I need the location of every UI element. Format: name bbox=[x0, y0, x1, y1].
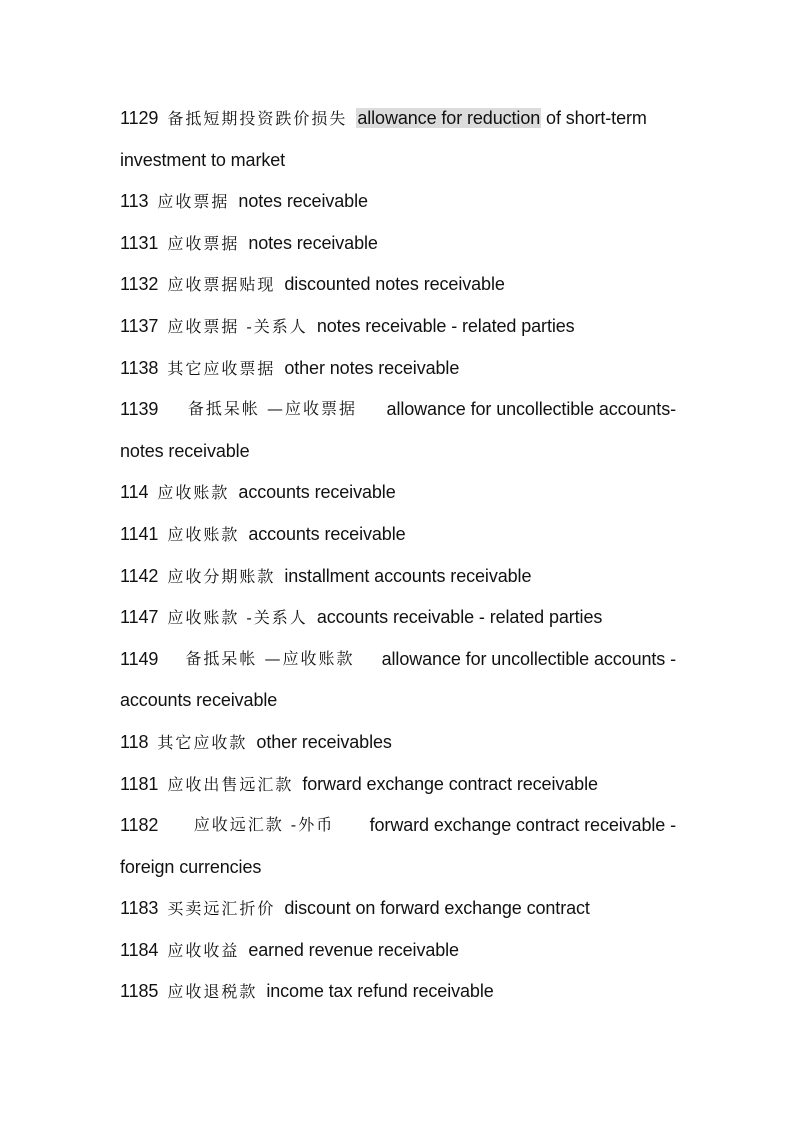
account-name-zh: 应收出售远汇款 bbox=[167, 774, 294, 794]
account-name-en: other notes receivable bbox=[284, 357, 460, 378]
account-name-en: allowance for uncollectible accounts - bbox=[381, 648, 676, 669]
account-name-zh: 应收票据 -关系人 bbox=[167, 316, 308, 336]
account-code: 118 bbox=[120, 731, 149, 752]
account-list bbox=[120, 104, 682, 1019]
account-code: 1185 bbox=[120, 981, 159, 1002]
entry-line bbox=[120, 520, 682, 562]
account-code: 1182 bbox=[120, 815, 159, 836]
account-code: 1183 bbox=[120, 898, 159, 919]
account-code: 1181 bbox=[120, 773, 159, 794]
account-name-en: accounts receivable bbox=[238, 482, 396, 503]
entry-continuation bbox=[120, 146, 682, 188]
account-name-zh: 应收远汇款 -外币 bbox=[193, 815, 335, 835]
account-code: 1141 bbox=[120, 523, 159, 544]
account-name-en: of short-term bbox=[541, 108, 647, 128]
account-name-zh: 应收收益 bbox=[167, 940, 240, 960]
entry-continuation bbox=[120, 437, 682, 479]
account-name-en: accounts receivable - related parties bbox=[316, 607, 603, 628]
account-name-zh: 其它应收款 bbox=[157, 732, 248, 752]
entry-line bbox=[120, 478, 682, 520]
account-name-en: notes receivable bbox=[248, 232, 378, 253]
account-name-zh: 买卖远汇折价 bbox=[167, 899, 276, 919]
account-name-en: installment accounts receivable bbox=[284, 565, 532, 586]
account-name-en: earned revenue receivable bbox=[248, 939, 459, 960]
entry-continuation bbox=[120, 853, 682, 895]
account-name-en-cont: foreign currencies bbox=[120, 856, 262, 877]
account-name-en: discount on forward exchange contract bbox=[284, 898, 590, 919]
entry-line bbox=[120, 104, 682, 146]
account-name-zh: 应收账款 bbox=[167, 524, 240, 544]
account-name-zh: 应收账款 -关系人 bbox=[167, 608, 308, 628]
account-code: 1142 bbox=[120, 565, 159, 586]
entry-line bbox=[120, 312, 682, 354]
entry-line bbox=[120, 354, 682, 396]
entry-line bbox=[120, 187, 682, 229]
account-name-zh: 备抵呆帐 —应收账款 bbox=[185, 648, 355, 668]
account-name-en-cont: investment to market bbox=[120, 149, 286, 170]
account-name-en: other receivables bbox=[256, 731, 392, 752]
account-code: 113 bbox=[120, 191, 149, 212]
account-name-zh: 应收票据 bbox=[157, 192, 230, 212]
account-code: 1131 bbox=[120, 232, 159, 253]
account-name-en-cont: notes receivable bbox=[120, 440, 250, 461]
account-name-en: allowance for uncollectible accounts- bbox=[386, 399, 676, 420]
account-name-en: discounted notes receivable bbox=[284, 274, 505, 295]
account-name-zh: 备抵呆帐 —应收票据 bbox=[187, 399, 357, 419]
account-code: 1147 bbox=[120, 607, 159, 628]
account-code: 114 bbox=[120, 482, 149, 503]
account-code: 1132 bbox=[120, 274, 159, 295]
entry-line bbox=[120, 229, 682, 271]
entry-line bbox=[120, 977, 682, 1019]
account-code: 1129 bbox=[120, 108, 159, 128]
entry-line bbox=[120, 936, 682, 978]
entry-line bbox=[120, 770, 682, 812]
account-name-zh: 应收分期账款 bbox=[167, 566, 276, 586]
highlighted-text: allowance for reduction bbox=[357, 108, 541, 128]
account-name-zh: 应收票据贴现 bbox=[167, 275, 276, 295]
entry-line bbox=[120, 603, 682, 645]
entry-line bbox=[120, 270, 682, 312]
account-name-zh: 其它应收票据 bbox=[167, 358, 276, 378]
account-name-en: income tax refund receivable bbox=[266, 981, 494, 1002]
account-name-en: forward exchange contract receivable - bbox=[369, 815, 676, 836]
entry-line bbox=[120, 728, 682, 770]
account-code: 1137 bbox=[120, 315, 159, 336]
account-name-zh: 应收票据 bbox=[167, 233, 240, 253]
account-name-en: accounts receivable bbox=[248, 523, 406, 544]
account-name-zh: 应收退税款 bbox=[167, 982, 258, 1002]
entry-continuation bbox=[120, 686, 682, 728]
account-code: 1138 bbox=[120, 357, 159, 378]
entry-line bbox=[120, 894, 682, 936]
account-code: 1184 bbox=[120, 939, 159, 960]
account-name-en: forward exchange contract receivable bbox=[302, 773, 598, 794]
account-name-zh: 应收账款 bbox=[157, 483, 230, 503]
account-name-en: notes receivable - related parties bbox=[316, 315, 575, 336]
account-name-en: notes receivable bbox=[238, 191, 368, 212]
entry-line bbox=[120, 645, 676, 687]
entry-line bbox=[120, 395, 676, 437]
account-name-en-cont: accounts receivable bbox=[120, 690, 278, 711]
account-code: 1149 bbox=[120, 648, 159, 669]
entry-line bbox=[120, 562, 682, 604]
entry-line bbox=[120, 811, 676, 853]
account-code: 1139 bbox=[120, 399, 159, 420]
account-name-zh: 备抵短期投资跌价损失 bbox=[167, 109, 348, 128]
